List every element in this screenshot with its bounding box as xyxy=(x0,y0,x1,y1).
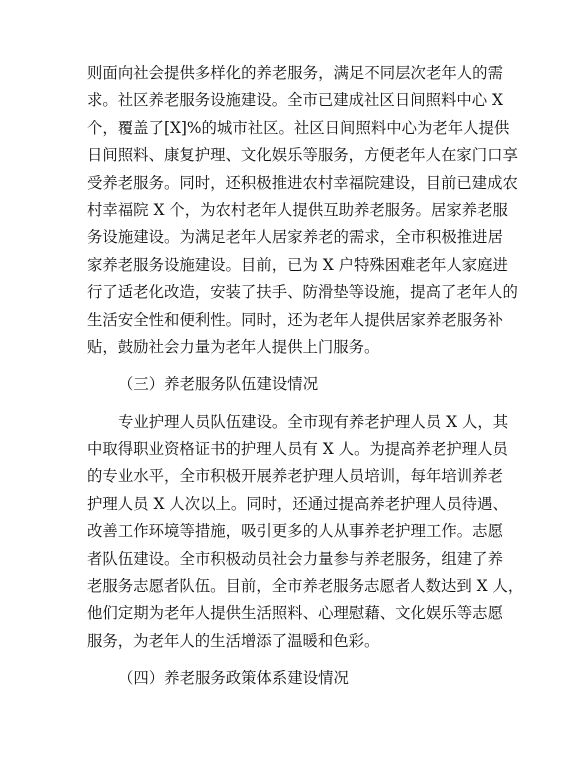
paragraph-line: 护理人员 X 人次以上。同时，还通过提高养老护理人员待遇、 xyxy=(87,494,508,513)
paragraph-line: 的专业水平，全市积极开展养老护理人员培训，每年培训养老 xyxy=(87,467,503,486)
paragraph-line: 者队伍建设。全市积极动员社会力量参与养老服务，组建了养 xyxy=(87,549,503,568)
paragraph-line: 则面向社会提供多样化的养老服务，满足不同层次老年人的需 xyxy=(87,64,503,82)
section-heading-4: （四）养老服务政策体系建设情况 xyxy=(118,669,349,688)
section-heading-3: （三）养老服务队伍建设情况 xyxy=(118,375,319,394)
paragraph-line: 行了适老化改造，安装了扶手、防滑垫等设施，提高了老年人的 xyxy=(87,283,518,302)
paragraph-line: 生活安全性和便利性。同时，还为老年人提供居家养老服务补 xyxy=(87,310,503,329)
paragraph-line: 家养老服务设施建设。目前，已为 X 户特殊困难老年人家庭进 xyxy=(87,255,508,274)
paragraph-line: 专业护理人员队伍建设。全市现有养老护理人员 X 人，其 xyxy=(118,412,509,431)
paragraph-line: 服务，为老年人的生活增添了温暖和色彩。 xyxy=(87,631,380,650)
document-body xyxy=(87,60,524,693)
paragraph-line: 受养老服务。同时，还积极推进农村幸福院建设，目前已建成农 xyxy=(87,173,518,192)
paragraph-line: 个，覆盖了[X]%的城市社区。社区日间照料中心为老年人提供 xyxy=(87,118,510,137)
paragraph-line: 中取得职业资格证书的护理人员有 X 人。为提高养老护理人员 xyxy=(87,440,508,459)
paragraph-line: 求。社区养老服务设施建设。全市已建成社区日间照料中心 X xyxy=(87,91,504,110)
paragraph-line: 务设施建设。为满足老年人居家养老的需求，全市积极推进居 xyxy=(87,228,503,247)
paragraph-line: 村幸福院 X 个，为农村老年人提供互助养老服务。居家养老服 xyxy=(87,200,508,219)
paragraph-line: 日间照料、康复护理、文化娱乐等服务，方便老年人在家门口享 xyxy=(87,146,518,165)
paragraph-line: 老服务志愿者队伍。目前，全市养老服务志愿者人数达到 X 人， xyxy=(87,577,524,596)
paragraph-line: 他们定期为老年人提供生活照料、心理慰藉、文化娱乐等志愿 xyxy=(87,604,503,623)
paragraph-line: 改善工作环境等措施，吸引更多的人从事养老护理工作。志愿 xyxy=(87,522,503,541)
paragraph-line: 贴，鼓励社会力量为老年人提供上门服务。 xyxy=(87,337,380,356)
